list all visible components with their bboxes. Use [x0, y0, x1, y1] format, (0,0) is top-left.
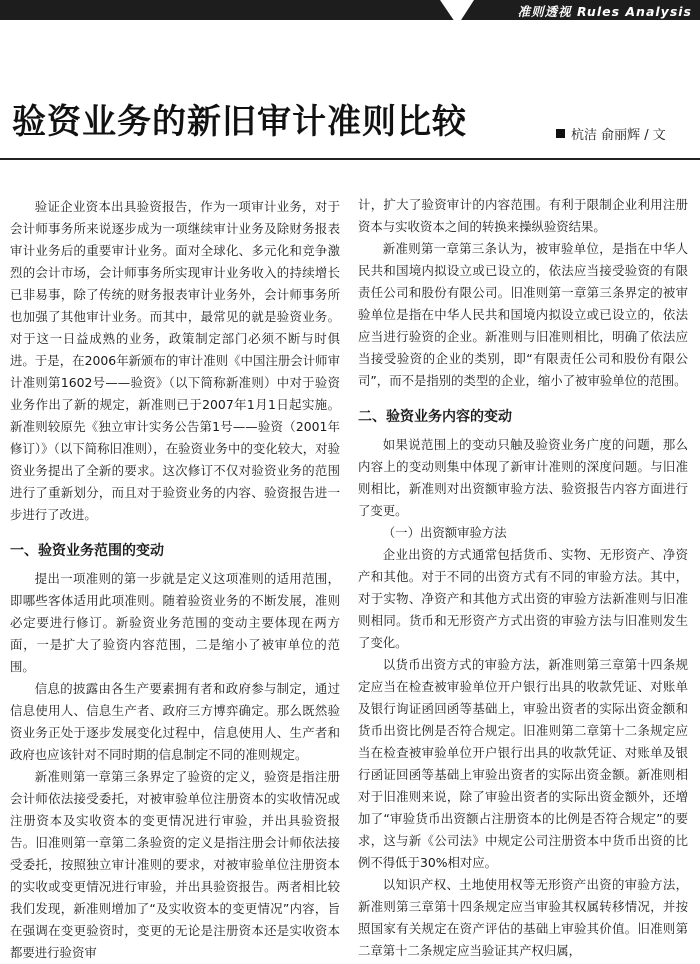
author-byline [556, 124, 666, 143]
author-names: 杭洁 俞丽辉 / 文 [571, 128, 666, 143]
section-header-bar [0, 0, 700, 20]
body-paragraph: 如果说范围上的变动只触及验资业务广度的问题，那么内容上的变动则集中体现了新审计准则的深度问题。与旧准则相比，新准则对出资额审验方法、验资报告内容方面进行了变更。 [358, 437, 688, 518]
left-column [10, 196, 340, 960]
section-heading-content: 二、验资业务内容的变动 [358, 409, 512, 425]
title-divider [0, 158, 700, 160]
right-column [358, 194, 688, 958]
intro-paragraph: 验证企业资本出具验资报告，作为一项审计业务，对于会计师事务所来说逐步成为一项继续审计业务及除财务报表审计业务后的重要审计业务。面对全球化、多元化和竞争激烈的会计市场，会计师事务所实现审计业务收入的持续增长已非易事，除了传统的财务报表审计业务外，会计师事务所也加强了其他审计业务。而其中，最常见的就是验资业务。对于这一日益成熟的业务，政策制定部门必须不断与时俱进。于是，在2006年新颁布的审计准则《中国注册会计师审计准则第1602号——验资》（以下简称新准则）中对于验资业务作出了新的规定，新准则已于2007年1月1日起实施。新准则较原先《独立审计实务公告第1号——验资（2001年修订）》（以下简称旧准则），在验资业务中的变化较大，对验资业务提出了全新的要求。这次修订不仅对验资业务的范围进行了重新划分，而且对于验资业务的内容、验资报告进一步进行了改进。 [10, 199, 340, 522]
body-paragraph: 以知识产权、土地使用权等无形资产出资的审验方法，新准则第三章第十四条规定应当审验其权属转移情况，并按照国家有关规定在资产评估的基础上审验其价值。旧准则第二章第十二条规定应当验证其产权归属， [358, 877, 688, 958]
body-paragraph: 信息的披露由各生产要素拥有者和政府参与制定，通过信息使用人、信息生产者、政府三方博弈确定。那么既然验资业务正处于逐步发展变化过程中，信息使用人、生产者和政府也应该针对不同时期的信息制定不同的准则规定。 [10, 681, 340, 762]
subsection-heading-methods: （一）出资额审验方法 [382, 525, 507, 540]
body-paragraph: 企业出资的方式通常包括货币、实物、无形资产、净资产和其他。对于不同的出资方式有不同的审验方法。其中，对于实物、净资产和其他方式出资的审验方法新准则与旧准则相同。货币和无形资产方式出资的审验方法与旧准则发生了变化。 [358, 547, 688, 650]
body-paragraph: 新准则第一章第三条界定了验资的定义，验资是指注册会计师依法接受委托，对被审验单位注册资本的实收情况或注册资本及实收资本的变更情况进行审验，并出具验资报告。旧准则第一章第二条验资的定义是指注册会计师依法接受委托，按照独立审计准则的要求，对被审验单位注册资本的实收或变更情况进行审验，并出具验资报告。两者相比较我们发现，新准则增加了“及实收资本的变更情况”内容，旨在强调在变更验资时，变更的无论是注册资本还是实收资本都要进行验资审 [10, 769, 340, 960]
continued-paragraph: 计，扩大了验资审计的内容范围。有利于限制企业利用注册资本与实收资本之间的转换来操纵验资结果。 [358, 197, 688, 234]
article-title: 验资业务的新旧审计准则比较 [12, 102, 467, 142]
body-paragraph: 以货币出资方式的审验方法，新准则第三章第十四条规定应当在检查被审验单位开户银行出具的收款凭证、对账单及银行询证函回函等基础上，审验出资者的实际出资金额和货币出资比例是否符合规定。旧准则第二章第十二条规定应当在检查被审验单位开户银行出具的收款凭证、对账单及银行函证回函等基础上审验出资者的实际出资金额。新准则相对于旧准则来说，除了审验出资者的实际出资金额外，还增加了“审验货币出资额占注册资本的比例是否符合规定”的要求，这与新《公司法》中规定公司注册资本中货币出资的比例不得低于30%相对应。 [358, 657, 688, 870]
section-heading-scope: 一、验资业务范围的变动 [10, 543, 164, 559]
square-bullet-icon [556, 129, 565, 138]
section-tag: 准则透视 Rules Analysis [517, 4, 692, 19]
body-paragraph: 新准则第一章第三条认为，被审验单位，是指在中华人民共和国境内拟设立或已设立的，依法应当接受验资的有限责任公司和股份有限公司。旧准则第一章第三条界定的被审验单位是指在中华人民共和国境内拟设立或已设立的，依法应当进行验资的企业。新准则与旧准则相比，明确了依法应当接受验资的企业的类别，即“有限责任公司和股份有限公司”，而不是指别的类型的企业，缩小了被审验单位的范围。 [358, 241, 688, 388]
body-paragraph: 提出一项准则的第一步就是定义这项准则的适用范围，即哪些客体适用此项准则。随着验资业务的不断发展，准则必定要进行修订。新验资业务范围的变动主要体现在两方面，一是扩大了验资内容范围，二是缩小了被审单位的范围。 [10, 571, 340, 674]
header-notch-decoration [440, 0, 474, 20]
